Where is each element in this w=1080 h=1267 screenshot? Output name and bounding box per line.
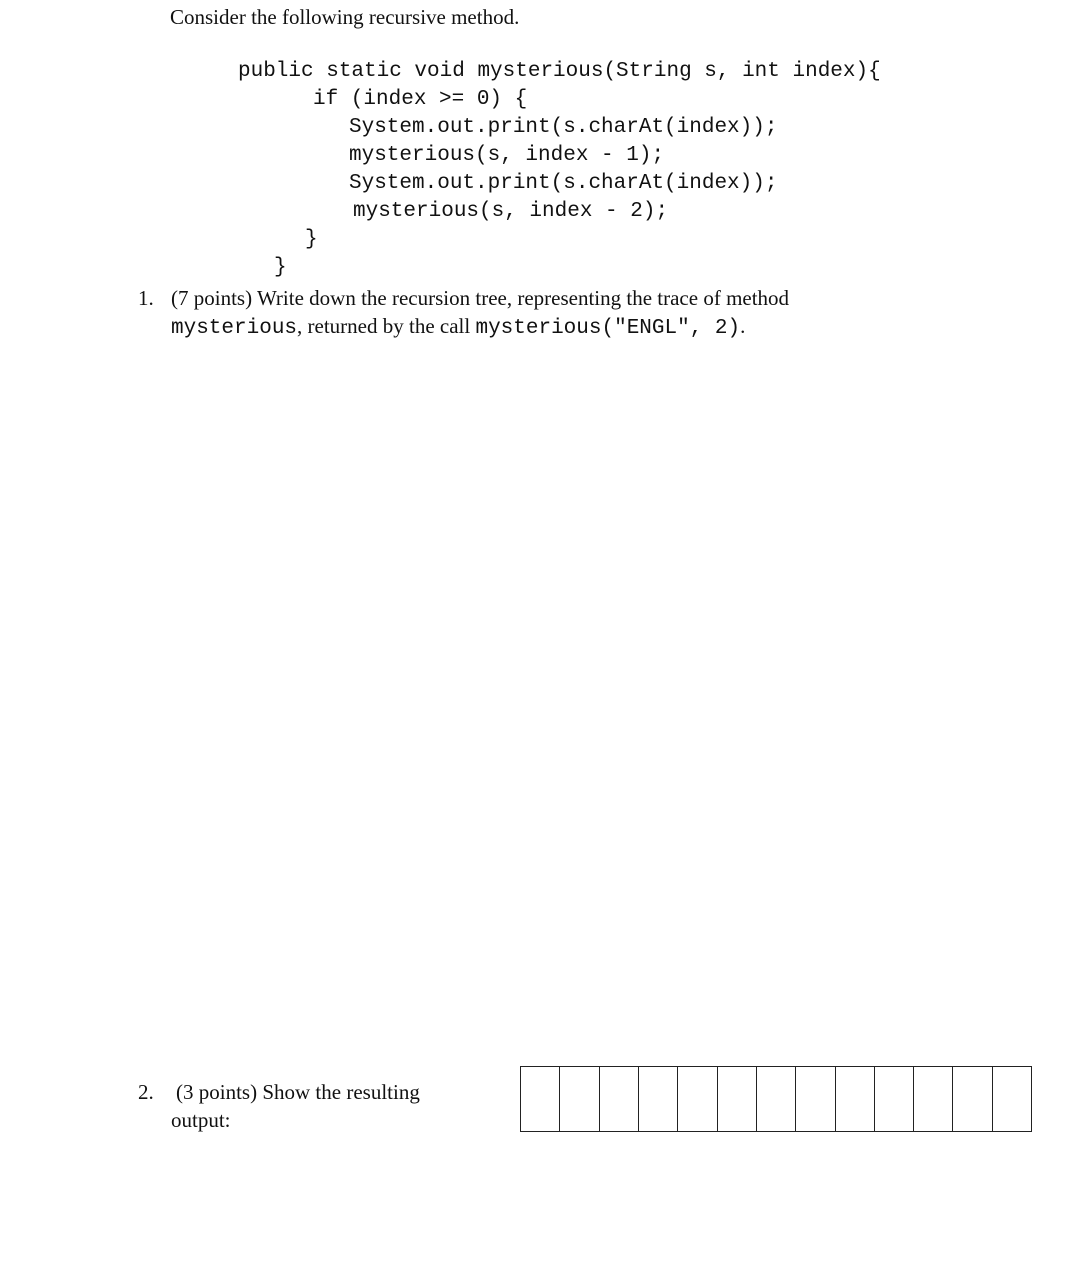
question-1-text-middle: , returned by the call: [297, 314, 476, 338]
answer-box[interactable]: [914, 1067, 953, 1131]
answer-box[interactable]: [521, 1067, 560, 1131]
code-line-1: public static void mysterious(String s, int index){: [238, 60, 881, 83]
answer-box[interactable]: [836, 1067, 875, 1131]
answer-box[interactable]: [993, 1067, 1031, 1131]
answer-box[interactable]: [718, 1067, 757, 1131]
code-line-5: System.out.print(s.charAt(index));: [349, 172, 778, 195]
code-line-7: }: [305, 228, 318, 251]
answer-box[interactable]: [757, 1067, 796, 1131]
answer-box[interactable]: [796, 1067, 835, 1131]
code-line-8: }: [274, 256, 287, 279]
output-answer-boxes: [520, 1066, 1032, 1132]
question-1-text-end: .: [740, 314, 746, 338]
intro-text: Consider the following recursive method.: [170, 5, 520, 29]
code-line-4: mysterious(s, index - 1);: [349, 144, 665, 167]
call-expression-code: mysterious("ENGL", 2): [475, 317, 741, 340]
question-2-text-line2: output:: [171, 1108, 231, 1132]
question-1-text-line1: (7 points) Write down the recursion tree, representing the trace of method: [171, 286, 790, 310]
code-line-6: mysterious(s, index - 2);: [353, 200, 669, 223]
answer-box[interactable]: [678, 1067, 717, 1131]
question-1-text-line2: [171, 312, 745, 343]
answer-box[interactable]: [953, 1067, 992, 1131]
code-line-2: if (index >= 0) {: [313, 88, 528, 111]
answer-box[interactable]: [875, 1067, 914, 1131]
code-line-3: System.out.print(s.charAt(index));: [349, 116, 778, 139]
answer-box[interactable]: [600, 1067, 639, 1131]
question-2-text-line1: (3 points) Show the resulting: [176, 1080, 420, 1104]
answer-box[interactable]: [560, 1067, 599, 1131]
method-name-code: mysterious: [171, 317, 298, 340]
question-1-number: 1.: [138, 286, 154, 310]
question-2-number: 2.: [138, 1080, 154, 1104]
answer-box[interactable]: [639, 1067, 678, 1131]
